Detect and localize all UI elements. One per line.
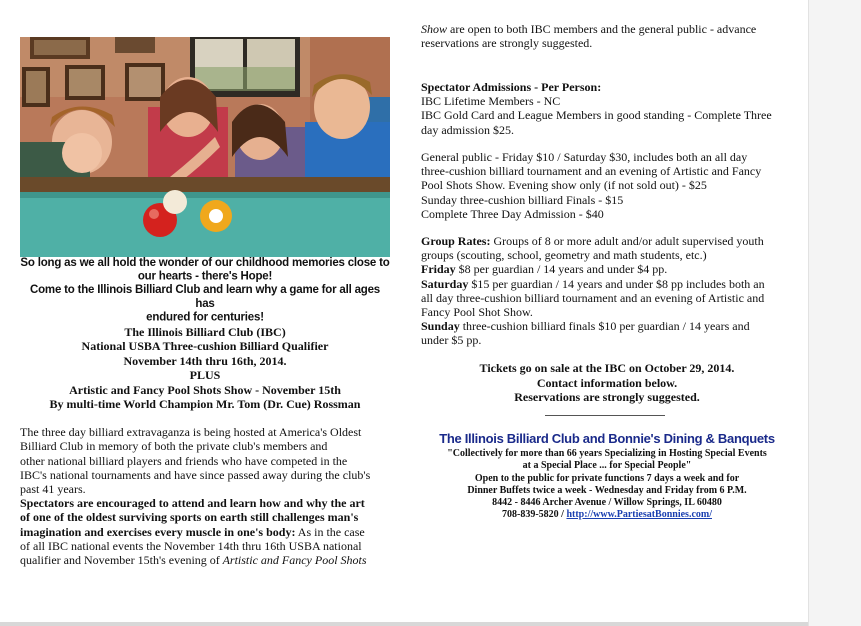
sunday-rate: three-cushion billiard finals $10 per guardian / 14 years and xyxy=(459,319,750,334)
group-line: Fancy Pool Shot Show. xyxy=(421,305,533,320)
kids-playing-billiards-photo xyxy=(20,37,390,257)
friday-label: Friday xyxy=(421,262,456,277)
sunday-label: Sunday xyxy=(421,319,460,334)
bonnies-line: Dinner Buffets twice a week - Wednesday and Friday from 6 P.M. xyxy=(467,484,747,496)
spectator-line: day admission $25. xyxy=(421,122,514,137)
slogan-line: Come to the Illinois Billiard Club and learn why a game for all ages has xyxy=(29,283,380,310)
event-line: Artistic and Fancy Pool Shots Show - November 15th xyxy=(69,382,341,397)
paragraph-line: Billiard Club in memory of both the private club's members and xyxy=(20,439,328,454)
bonnies-line: 8442 - 8446 Archer Avenue / Willow Springs, IL 60480 xyxy=(492,497,722,509)
bonnies-phone: 708-839-5820 / xyxy=(502,509,567,521)
paragraph-line: IBC's national tournaments and have since passed away during the club's xyxy=(20,467,371,482)
slogan-line: So long as we all hold the wonder of our childhood memories close to xyxy=(20,256,390,269)
page-edge xyxy=(808,0,861,626)
spectators-paragraph xyxy=(20,496,385,567)
paragraph-line: Spectators are encouraged to attend and learn how and why the art xyxy=(20,496,365,510)
bonnies-line: "Collectively for more than 66 years Specializing in Hosting Special Events xyxy=(447,448,767,459)
page-bottom-edge xyxy=(0,622,808,626)
bonnies-line: at a Special Place ... for Special People" xyxy=(522,460,692,472)
tickets-info xyxy=(421,361,793,405)
group-line: groups (scouting, school, geometry and math students, etc.) xyxy=(421,248,707,263)
show-continuation xyxy=(421,22,793,50)
pricing-line: Pool Shots Show. Evening show only (if not sold out) - $25 xyxy=(421,178,707,193)
bonnies-line: Open to the public for private functions 7 days a week and for xyxy=(474,472,740,484)
extravaganza-paragraph xyxy=(20,425,385,496)
saturday-rate: $15 per guardian / 14 years and under $8 pp includes both an xyxy=(468,276,765,291)
event-line: November 14th thru 16th, 2014. xyxy=(123,353,287,368)
spectator-line: IBC Lifetime Members - NC xyxy=(421,94,561,109)
bonnies-info xyxy=(421,448,793,522)
paragraph-italic-text: Artistic and Fancy Pool Shots xyxy=(219,553,367,568)
bonnies-website-link[interactable]: http://www.PartiesatBonnies.com/ xyxy=(566,509,712,521)
pricing-line: Sunday three-cushion billiard Finals - $15 xyxy=(421,192,624,207)
event-line: National USBA Three-cushion Billiard Qualifier xyxy=(81,339,329,354)
slogan-line: endured for centuries! xyxy=(146,310,264,324)
bonnies-title: The Illinois Billiard Club and Bonnie's Dining & Banquets xyxy=(439,431,775,446)
tickets-line: Reservations are strongly suggested. xyxy=(514,390,700,404)
slogan-line: our hearts - there's Hope! xyxy=(137,270,273,283)
paragraph-line: of one of the oldest surviving sports on earth still challenges man's xyxy=(20,510,359,525)
event-summary xyxy=(20,325,390,411)
paragraph-text: qualifier and November 15th's evening of xyxy=(20,553,220,568)
show-line: reservations are strongly suggested. xyxy=(421,36,593,51)
paragraph-bold-text: imagination and exercises every muscle in one's body: xyxy=(20,524,296,539)
tickets-line: Contact information below. xyxy=(536,375,678,390)
paragraph-text: As in the case xyxy=(295,524,365,539)
tickets-line: Tickets go on sale at the IBC on October 29, 2014. xyxy=(479,361,735,375)
group-text: Groups of 8 or more adult and/or adult supervised youth xyxy=(490,234,764,248)
general-public-pricing xyxy=(421,150,793,221)
show-text: are open to both IBC members and the general public - advance xyxy=(447,22,757,36)
saturday-label: Saturday xyxy=(421,276,469,291)
event-line: The Illinois Billiard Club (IBC) xyxy=(124,325,286,339)
group-line: all day three-cushion billiard tournament and an evening of Artistic and xyxy=(421,290,765,305)
pricing-line: Complete Three Day Admission - $40 xyxy=(421,206,604,221)
paragraph-line: past 41 years. xyxy=(20,482,86,497)
spectator-line: IBC Gold Card and League Members in good standing - Complete Three xyxy=(421,108,772,123)
show-italic: Show xyxy=(421,22,448,36)
pricing-line: General public - Friday $10 / Saturday $30, includes both an all day xyxy=(421,150,748,164)
group-line: under $5 pp. xyxy=(421,333,482,348)
pricing-line: three-cushion billiard tournament and an evening of Artistic and Fancy xyxy=(421,164,762,179)
paragraph-line: other national billiard players and friends who have competed in the xyxy=(20,453,348,468)
spectator-heading: Spectator Admissions - Per Person: xyxy=(421,80,602,94)
slogan xyxy=(20,256,390,324)
group-rates-label: Group Rates: xyxy=(421,234,491,248)
section-divider xyxy=(545,415,665,416)
paragraph-line: of all IBC national events the November 14th thru 16th USBA national xyxy=(20,538,362,553)
group-rates xyxy=(421,234,793,348)
paragraph-line: The three day billiard extravaganza is being hosted at America's Oldest xyxy=(20,425,362,439)
event-line: PLUS xyxy=(189,368,221,383)
event-line: By multi-time World Champion Mr. Tom (Dr. Cue) Rossman xyxy=(49,397,361,412)
friday-rate: $8 per guardian / 14 years and under $4 pp. xyxy=(455,262,668,277)
spectator-admissions xyxy=(421,80,793,137)
